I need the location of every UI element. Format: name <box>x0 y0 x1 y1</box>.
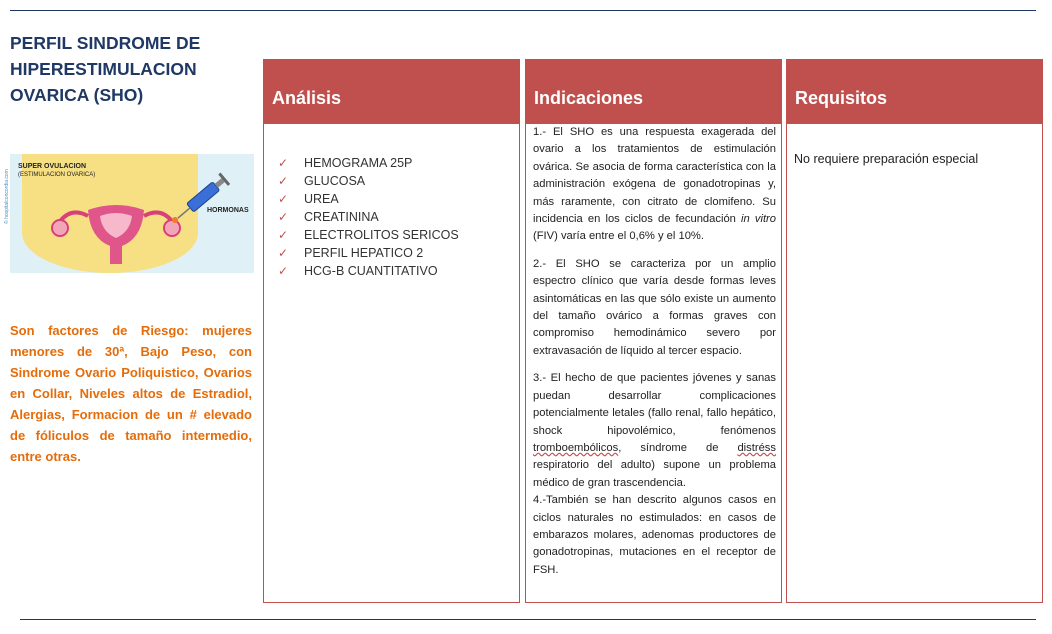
injection-point <box>172 217 178 223</box>
bottom-divider <box>20 619 1036 620</box>
requirements-header: Requisitos <box>787 60 1042 124</box>
ovarian-stimulation-illustration <box>4 154 254 273</box>
checkmark-icon: ✓ <box>278 210 289 224</box>
illustration-caption: SUPER OVULACION <box>18 163 87 170</box>
left-ovary-icon <box>52 220 68 236</box>
requirements-column <box>786 59 1043 603</box>
analysis-item: ✓ ELECTROLITOS SERICOS <box>278 228 459 242</box>
indication-paragraph-2: 2.- El SHO se caracteriza por un amplio espectro clínico que varía desde formas leves asintomáticas en las que sólo existe un aumento del tamaño ovárico a formas graves con compromiso hemodinámico severo por extravasación de líquido al tercer espacio. <box>533 257 776 357</box>
analysis-item: ✓ HEMOGRAMA 25P <box>278 156 413 170</box>
checkmark-icon: ✓ <box>278 264 289 278</box>
indications-column <box>525 59 782 603</box>
checkmark-icon: ✓ <box>278 246 289 260</box>
analysis-item: ✓ PERFIL HEPATICO 2 <box>278 246 424 260</box>
checkmark-icon: ✓ <box>278 228 289 242</box>
risk-factors-text: Son factores de Riesgo: mujeres menores de 30ª, Bajo Peso, con Sindrome Ovario Poliquistico, Ovarios en Collar, Niveles altos de Estradiol, Alergias, Formacion de un # elevado de fóliculos de tamaño intermedio, entre otras. <box>10 323 252 464</box>
checkmark-icon: ✓ <box>278 156 289 170</box>
analysis-item: ✓ CREATININA <box>278 210 379 224</box>
indications-header: Indicaciones <box>526 60 781 124</box>
indication-paragraph-1: 1.- El SHO es una respuesta exagerada del ovario a los tratamientos de estimulación ovárica. Se asocia de forma característica con la administración exógena de gonadotropinas y, más raramente, con citrato de clomifeno. Su incidencia en los ciclos de fecundación in vitro (FIV) varía entre el 0,6% y el 10%. <box>533 126 777 243</box>
requirements-text: No requiere preparación especial <box>794 152 979 166</box>
analysis-item: ✓ GLUCOSA <box>278 174 366 188</box>
syringe-icon <box>173 173 230 224</box>
hormones-label: HORMONAS <box>207 207 249 214</box>
checkmark-icon: ✓ <box>278 174 289 188</box>
analysis-item: ✓ HCG-B CUANTITATIVO <box>278 264 438 278</box>
right-ovary-icon <box>164 220 180 236</box>
indications-body <box>526 124 781 579</box>
top-divider <box>10 10 1036 11</box>
indication-paragraph-4: 4.-También se han descrito algunos casos en ciclos naturales no estimulados: en casos de embarazos molares, adenomas productores de gonadotropinas, mutaciones en el receptor de FSH. <box>533 494 776 576</box>
analysis-item: ✓ UREA <box>278 192 339 206</box>
analysis-header: Análisis <box>264 60 519 124</box>
analysis-column <box>263 59 520 603</box>
illustration-watermark: © hospitalconcordia.com <box>4 169 10 224</box>
analysis-list <box>264 124 519 280</box>
page-title: PERFIL SINDROME DE HIPERESTIMULACION OVARICA (SHO) <box>10 33 201 105</box>
checkmark-icon: ✓ <box>278 192 289 206</box>
illustration-subcaption: (ESTIMULACION OVARICA) <box>18 172 96 178</box>
indication-paragraph-3: 3.- El hecho de que pacientes jóvenes y sanas puedan desarrollar complicaciones potencialmente letales (fallo renal, fallo hepático, shock hipovolémico, fenómenos tromboembólicos, síndrome de distréss respiratorio del adulto) supone un problema médico de gran trascendencia. <box>533 372 776 489</box>
